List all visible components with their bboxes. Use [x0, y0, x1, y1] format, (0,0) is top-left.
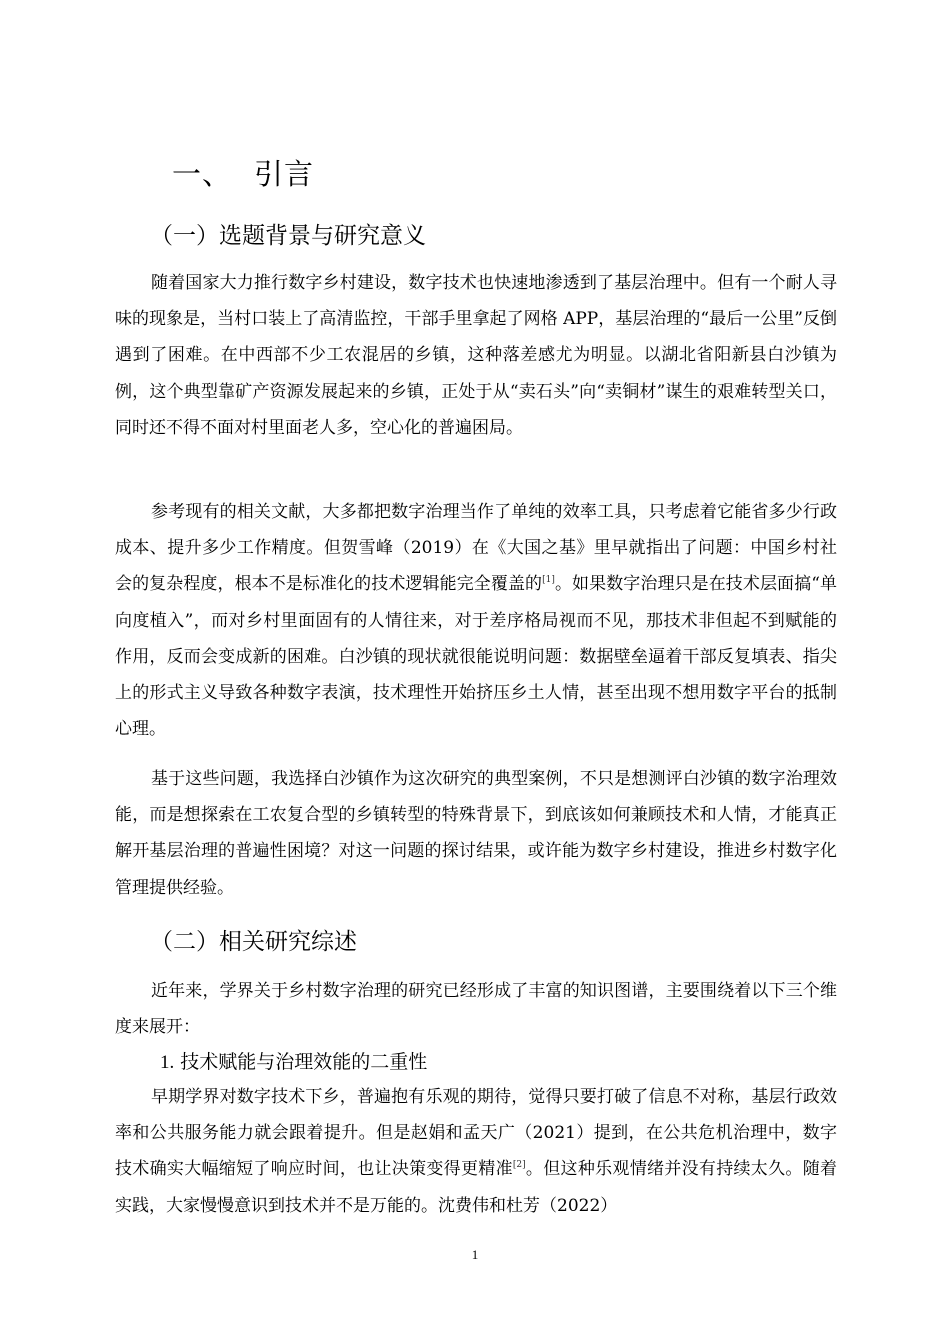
subsubsection-heading [160, 1047, 427, 1078]
paragraph-text: 。但这种乐观情绪并没有持续太久。随着实践，大家慢慢意识到技术并不是万能的。沈费伟和杜芳（2022） [115, 1159, 838, 1216]
citation-mark: [1] [542, 575, 555, 586]
paragraph-text: 。如果数字治理只是在技术层面搞“单向度植入”，而对乡村里面固有的人情往来，对于差序格局视而不见，那技术非但起不到赋能的作用，反而会变成新的困难。白沙镇的现状就很能说明问题：数据壁垒逼着干部反复填表、指尖上的形式主义导致各种数字表演，技术理性开始挤压乡土人情，甚至出现不想用数字平台的抵制心理。 [115, 574, 838, 740]
subsubsection-number: 1. [160, 1052, 175, 1073]
citation-mark: [2] [512, 1160, 526, 1171]
section-heading [172, 152, 314, 196]
subsection-heading-background: （一）选题背景与研究意义 [150, 223, 426, 249]
page-number: 1 [471, 1247, 479, 1262]
paragraph-literature [115, 494, 837, 747]
subsubsection-title: 技术赋能与治理效能的二重性 [180, 1051, 428, 1073]
paragraph-background: 随着国家大力推行数字乡村建设，数字技术也快速地渗透到了基层治理中。但有一个耐人寻味的现象是，当村口装上了高清监控，干部手里拿起了网格 APP，基层治理的“最后一公里”反倒遇到了困难。在中西部不少工农混居的乡镇，这种落差感尤为明显。以湖北省阳新县白沙镇为例，这个典型靠矿产资源发展起来的乡镇，正处于从“卖石头”向“卖铜材”谋生的艰难转型关口，同时还不得不面对村里面老人多，空心化的普遍困局。 [115, 273, 837, 438]
section-title: 引言 [254, 157, 315, 191]
paragraph-text: 早期学界对数字技术下乡，普遍抱有乐观的期待，觉得只要打破了信息不对称，基层行政效率和公共服务能力就会跟着提升。但是赵娟和孟天广（2021）提到，在公共危机治理中，数字技术确实大幅缩短了响应时间，也让决策变得更精准 [115, 1087, 837, 1180]
subsection-heading-review: （二）相关研究综述 [150, 929, 357, 955]
section-number: 一、 [172, 157, 233, 191]
paragraph-review-intro: 近年来，学界关于乡村数字治理的研究已经形成了丰富的知识图谱，主要围绕着以下三个维度来展开： [115, 981, 837, 1038]
paragraph-case-choice: 基于这些问题，我选择白沙镇作为这次研究的典型案例，不只是想测评白沙镇的数字治理效能，而是想探索在工农复合型的乡镇转型的特殊背景下，到底该如何兼顾技术和人情，才能真正解开基层治理的普遍性困境？对这一问题的探讨结果，或许能为数字乡村建设，推进乡村数字化管理提供经验。 [115, 769, 837, 898]
paragraph-tech-empowerment [115, 1079, 837, 1224]
paragraph-text: 参考现有的相关文献，大多都把数字治理当作了单纯的效率工具，只考虑着它能省多少行政成本、提升多少工作精度。但贺雪峰（2019）在《大国之基》里早就指出了问题：中国乡村社会的复杂程度，根本不是标准化的技术逻辑能完全覆盖的 [115, 502, 837, 595]
